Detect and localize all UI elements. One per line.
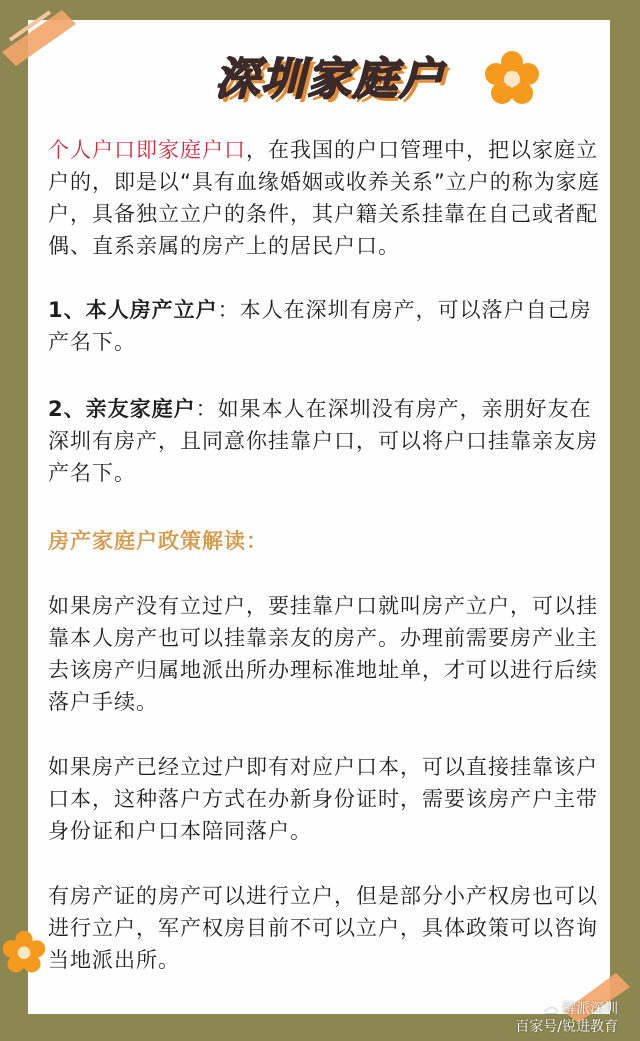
watermark-line-1: ☁ 解派深圳	[543, 1001, 618, 1017]
policy-paragraph-3: 有房产证的房产可以进行立户，但是部分小产权房也可以进行立户，军产权房目前不可以立户，具体政策可以咨询当地派出所。	[48, 884, 598, 972]
item-own-property-text: ：本人在深圳有房产，可以落户自己房产名下。	[48, 298, 592, 354]
item-relative-household-text: ：如果本人在深圳没有房产，亲朋好友在深圳有房产，且同意你挂靠户口，可以将户口挂靠亲友房产名下。	[48, 397, 598, 485]
item-relative-household	[48, 393, 600, 489]
page-title: 深圳家庭户	[215, 54, 445, 105]
intro-text: ，在我国的户口管理中，把以家庭立户的，即是以“具有血缘婚姻或收养关系”立户的称为家庭户，具备独立立户的条件，其户籍关系挂靠在自己或者配偶、直系亲属的房产上的居民户口。	[48, 138, 600, 258]
item-own-property-label: 1、本人房产立户	[48, 298, 218, 322]
intro-highlight: 个人户口即家庭户口	[48, 138, 246, 162]
watermark-line-2: 百家号/锐进教育	[515, 1019, 618, 1035]
item-relative-household-label: 2、亲友家庭户	[48, 397, 196, 421]
policy-heading: 房产家庭户政策解读：	[48, 529, 268, 553]
policy-paragraph-2: 如果房产已经立过户即有对应户口本，可以直接挂靠该户口本，这种落户方式在办新身份证时，需要该房产户主带身份证和户口本陪同落户。	[48, 755, 598, 843]
intro-paragraph	[48, 134, 600, 262]
wechat-icon: ☁	[543, 1001, 558, 1017]
flower-icon	[2, 930, 46, 974]
flower-icon	[484, 50, 540, 106]
item-own-property	[48, 294, 600, 358]
ribbon-decoration-icon	[0, 0, 90, 70]
policy-paragraph-1: 如果房产没有立过户，要挂靠户口就叫房产立户，可以挂靠本人房产也可以挂靠亲友的房产。办理前需要房产业主去该房产归属地派出所办理标准地址单，才可以进行后续落户手续。	[48, 594, 598, 714]
